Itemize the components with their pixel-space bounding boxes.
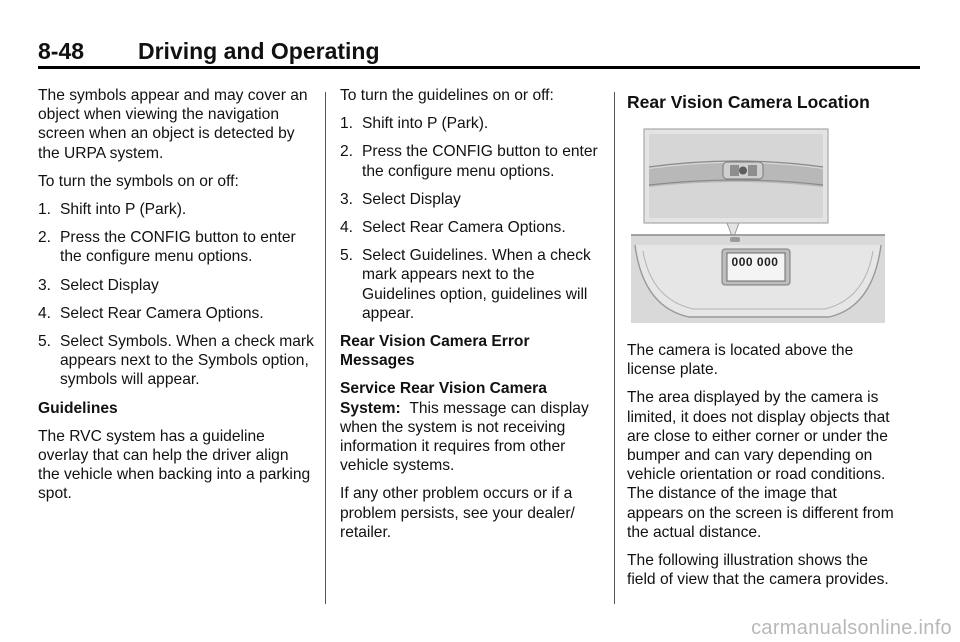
symbols-steps	[38, 200, 314, 390]
symbols-toggle-intro: To turn the symbols on or off:	[38, 172, 239, 190]
step-item: 3. Select Display	[38, 276, 159, 294]
page-header	[38, 36, 920, 69]
step-item: 2. Press the CONFIG button to enter the configure menu options.	[340, 143, 598, 180]
step-item: 2. Press the CONFIG button to enter the configure menu options.	[38, 229, 296, 266]
section-title: Rear Vision Camera Location	[627, 92, 870, 112]
camera-location-text: The camera is located above the license plate.	[627, 342, 854, 379]
step-item: 1. Shift into P (Park).	[340, 115, 489, 133]
license-plate-text: 000 000	[731, 255, 779, 269]
guidelines-steps	[340, 114, 606, 323]
page-number: 8-48	[38, 38, 85, 64]
service-text: This message can display when the system is not receiving information it requires from other vehicle systems.	[340, 399, 589, 475]
service-message	[340, 379, 606, 475]
column-3	[627, 86, 895, 598]
problem-text: If any other problem occurs or if a problem persists, see your dealer/ retailer.	[340, 485, 575, 541]
symbols-intro: The symbols appear and may cover an object when viewing the navigation screen when an object is detected by the URPA system.	[38, 87, 308, 162]
step-item: 1. Shift into P (Park).	[38, 201, 187, 219]
guidelines-text: The RVC system has a guideline overlay that can help the driver align the vehicle when backing into a parking spot.	[38, 427, 311, 503]
column-divider	[325, 92, 326, 604]
guidelines-toggle-intro: To turn the guidelines on or off:	[340, 87, 554, 104]
step-item: 4. Select Rear Camera Options.	[38, 304, 264, 322]
step-item: 5. Select Symbols. When a check mark appears next to the Symbols option, symbols will appear.	[38, 333, 314, 389]
service-label: Service Rear Vision Camera System:	[340, 380, 547, 417]
camera-location-figure	[629, 127, 887, 323]
chapter-title: Driving and Operating	[138, 38, 380, 64]
column-1	[38, 86, 314, 513]
column-2	[340, 86, 606, 551]
column-divider	[614, 92, 615, 604]
error-messages-heading: Rear Vision Camera Error Messages	[340, 333, 530, 370]
illustration-text: The following illustration shows the field of view that the camera provides.	[627, 552, 889, 589]
step-item: 4. Select Rear Camera Options.	[340, 219, 566, 237]
guidelines-heading: Guidelines	[38, 399, 118, 417]
step-item: 3. Select Display	[340, 190, 461, 208]
watermark: carmanualsonline.info	[751, 617, 952, 639]
camera-area-text: The area displayed by the camera is limited, it does not display objects that are close to either corner or under the bumper and can vary depending on vehicle orientation or road conditions. The distance of the image that appears on the screen is different from the actual distance.	[627, 389, 894, 541]
step-item: 5. Select Guidelines. When a check mark appears next to the Guidelines option, guidelines will appear.	[340, 247, 591, 322]
